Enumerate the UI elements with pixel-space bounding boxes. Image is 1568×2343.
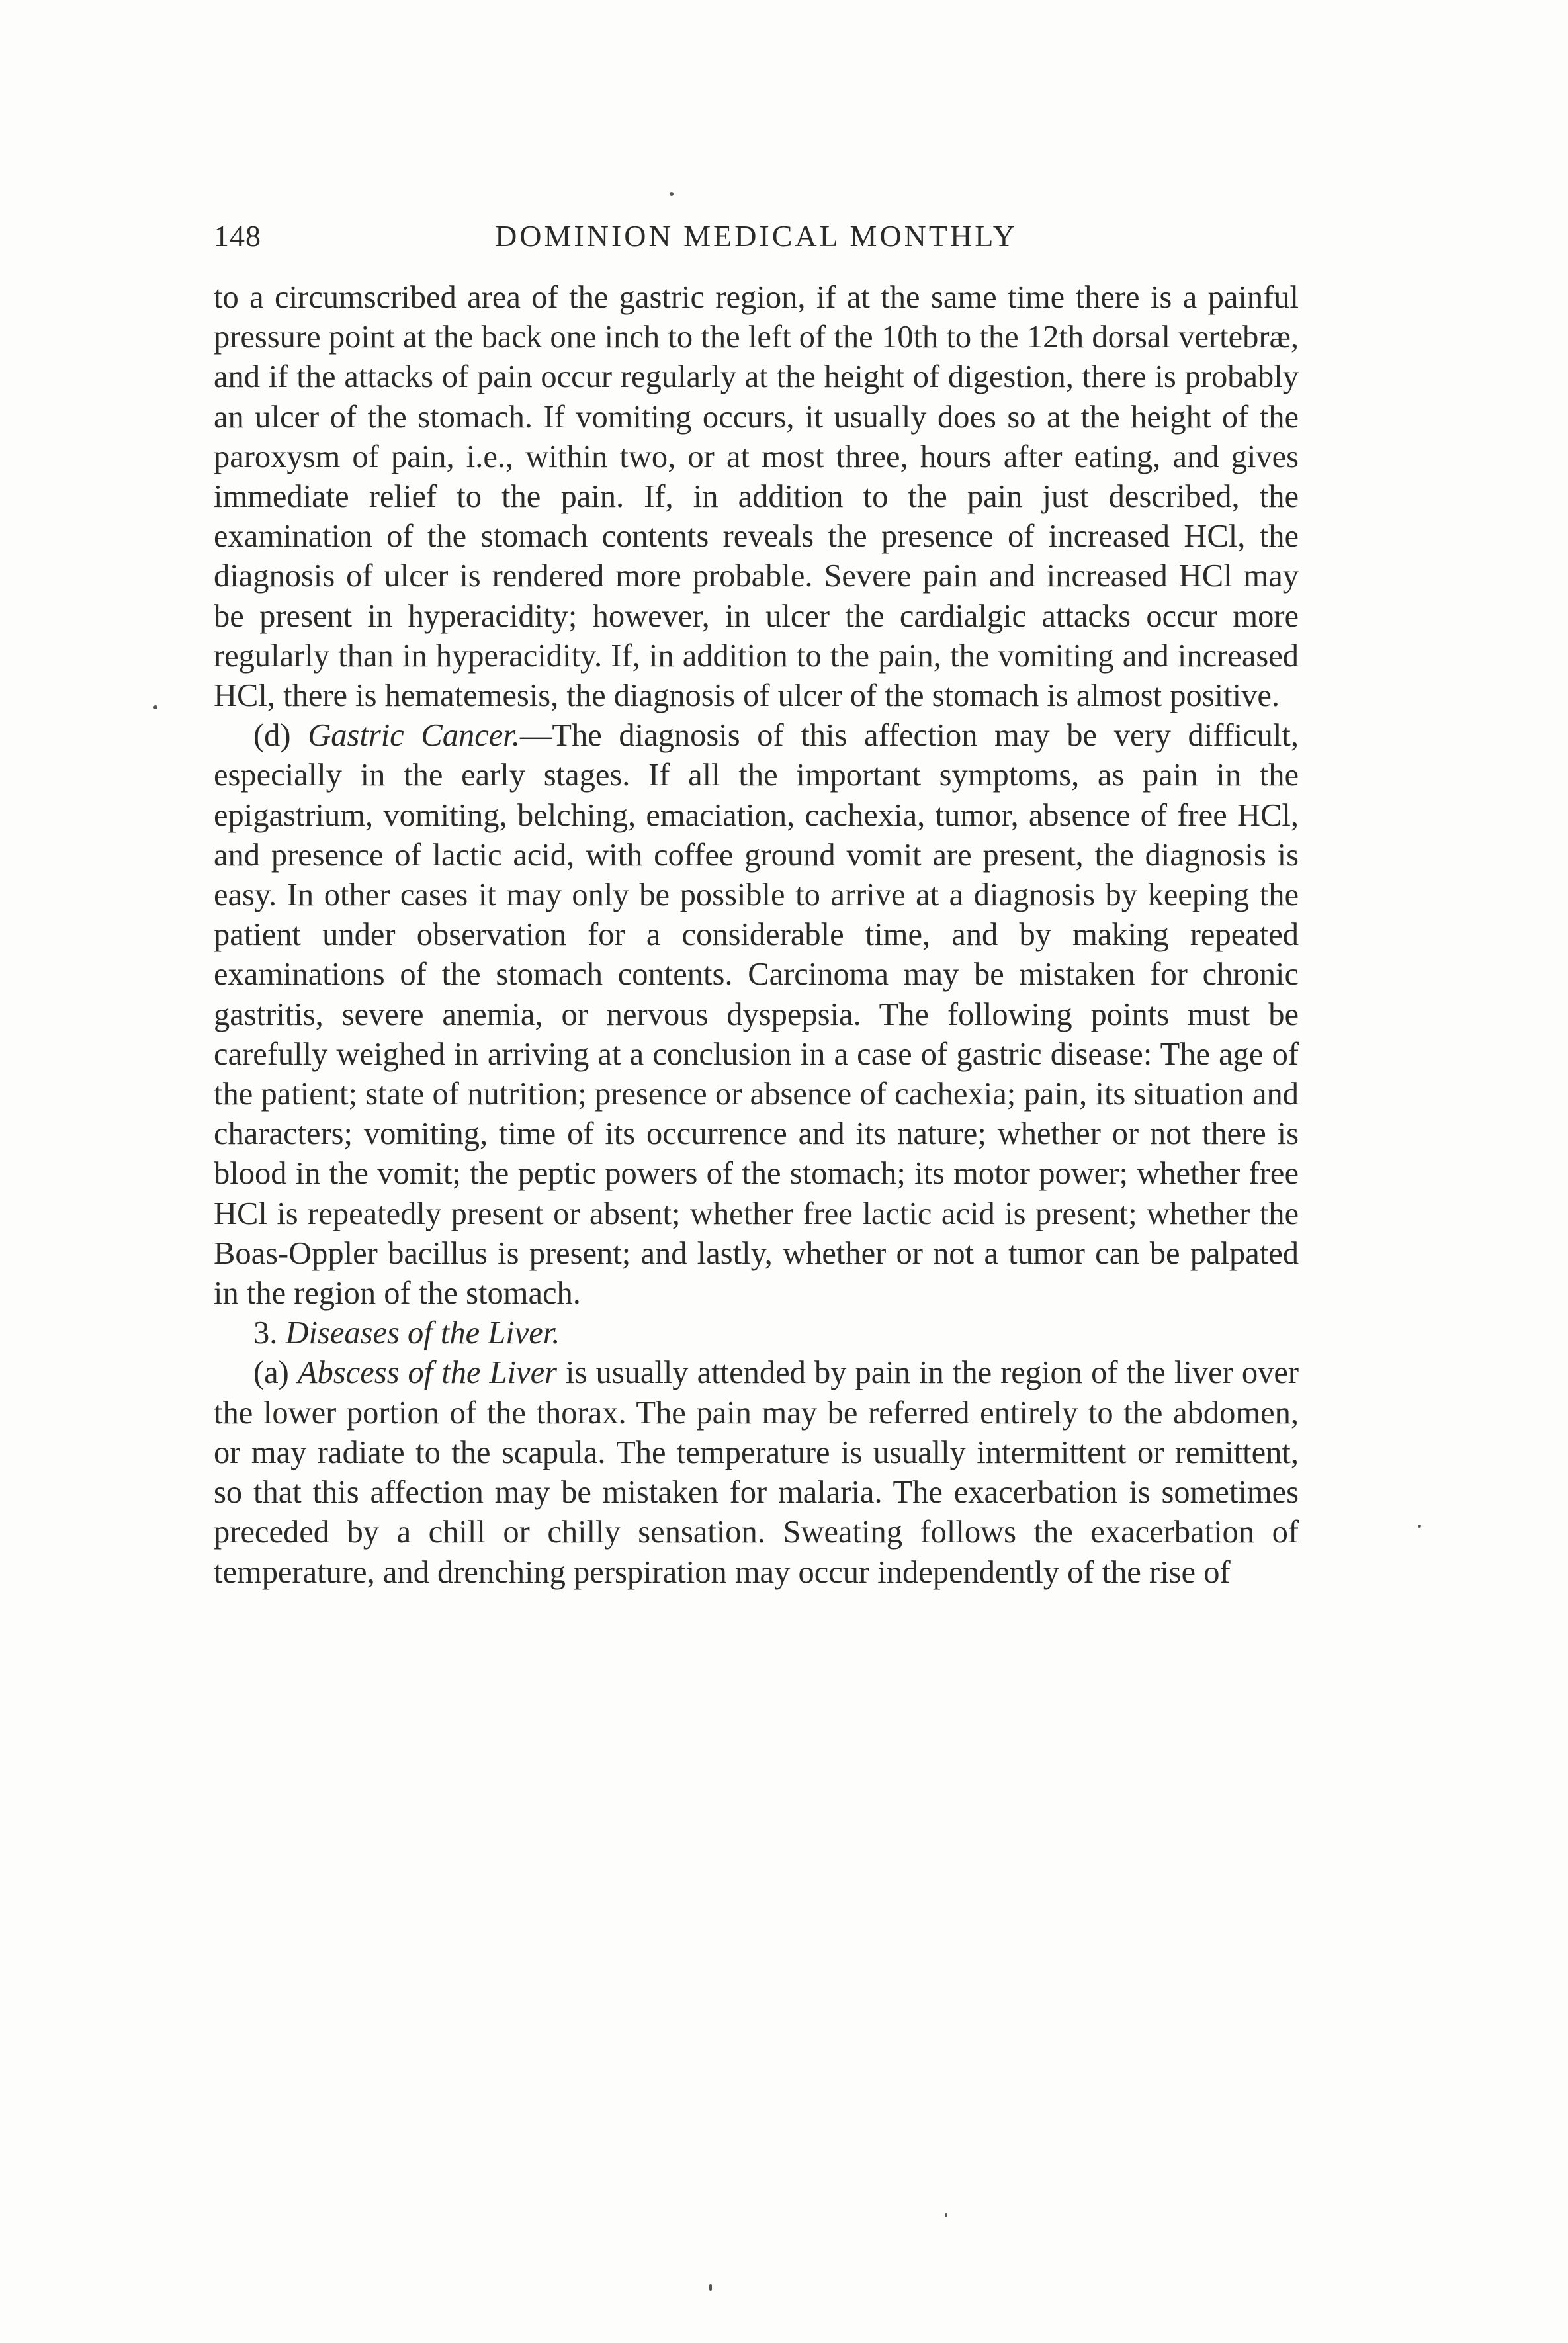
- section-number: 3.: [253, 1315, 278, 1351]
- scan-speck: [709, 2284, 712, 2291]
- section-heading-liver: [214, 1313, 1299, 1353]
- paragraph-gastric-cancer: [214, 716, 1299, 1313]
- item-heading: Gastric Cancer.: [308, 718, 520, 754]
- page-header: [214, 218, 1299, 271]
- scan-speck: [153, 705, 157, 709]
- item-heading: Abscess of the Liver: [297, 1355, 557, 1391]
- paragraph-text: —The diagnosis of this affection may be very difficult, especially in the early stages. If all the important symptoms, as pain in the epigastrium, vomiting, belching, emaciation, cachexia, tumor, absence of free HCl, and presence of lactic acid, with coffee ground vomit are present, the diagnosis is easy. In other cases it may only be possible to arrive at a diagnosis by keeping the patient under observation for a considerable time, and by making repeated examinations of the stomach contents. Carcinoma may be mistaken for chronic gastritis, severe anemia, or nervous dyspepsia. The following points must be carefully weighed in arriving at a conclusion in a case of gastric disease: The age of the patient; state of nutrition; presence or absence of cachexia; pain, its situation and characters; vomiting, time of its occurrence and its nature; whether or not there is blood in the vomit; the peptic powers of the stomach; its motor power; whether free HCl is repeatedly present or absent; whether free lactic acid is present; whether the Boas-Oppler bacillus is present; and lastly, whether or not a tumor can be palpated in the region of the stomach.: [214, 718, 1299, 1311]
- paragraph-gastric-ulcer: to a circumscribed area of the gastric region, if at the same time there is a painful pressure point at the back one inch to the left of the 10th to the 12th dorsal vertebræ, and if the attacks of pain occur regularly at the height of digestion, there is probably an ulcer of the stomach. If vomiting occurs, it usually does so at the height of the paroxysm of pain, i.e., within two, or at most three, hours after eating, and gives immediate relief to the pain. If, in addition to the pain just described, the examination of the stomach contents reveals the presence of increased HCl, the diagnosis of ulcer is rendered more probable. Severe pain and increased HCl may be present in hyperacidity; however, in ulcer the cardialgic attacks occur more regularly than in hyperacidity. If, in addition to the pain, the vomiting and increased HCl, there is hematemesis, the diagnosis of ulcer of the stomach is almost positive.: [214, 280, 1299, 714]
- paragraph-liver-abscess: [214, 1353, 1299, 1592]
- scan-speck: [1418, 1525, 1421, 1528]
- item-label: (a): [253, 1355, 289, 1391]
- section-title: Diseases of the Liver.: [285, 1315, 560, 1351]
- page-number: 148: [214, 219, 261, 253]
- article-body: [214, 278, 1299, 1593]
- scan-speck: [945, 2213, 947, 2217]
- running-title: DOMINION MEDICAL MONTHLY: [495, 219, 1018, 253]
- paragraph-text: is usually attended by pain in the region of the liver over the lower portion of the thorax. The pain may be referred entirely to the abdomen, or may radiate to the scapula. The temperature is usually intermittent or remittent, so that this affection may be mistaken for malaria. The exacerbation is sometimes preceded by a chill or chilly sensation. Sweating follows the exacerbation of temperature, and drenching perspiration may occur independently of the rise of: [214, 1355, 1299, 1590]
- item-label: (d): [253, 718, 291, 754]
- scan-speck: [670, 192, 674, 196]
